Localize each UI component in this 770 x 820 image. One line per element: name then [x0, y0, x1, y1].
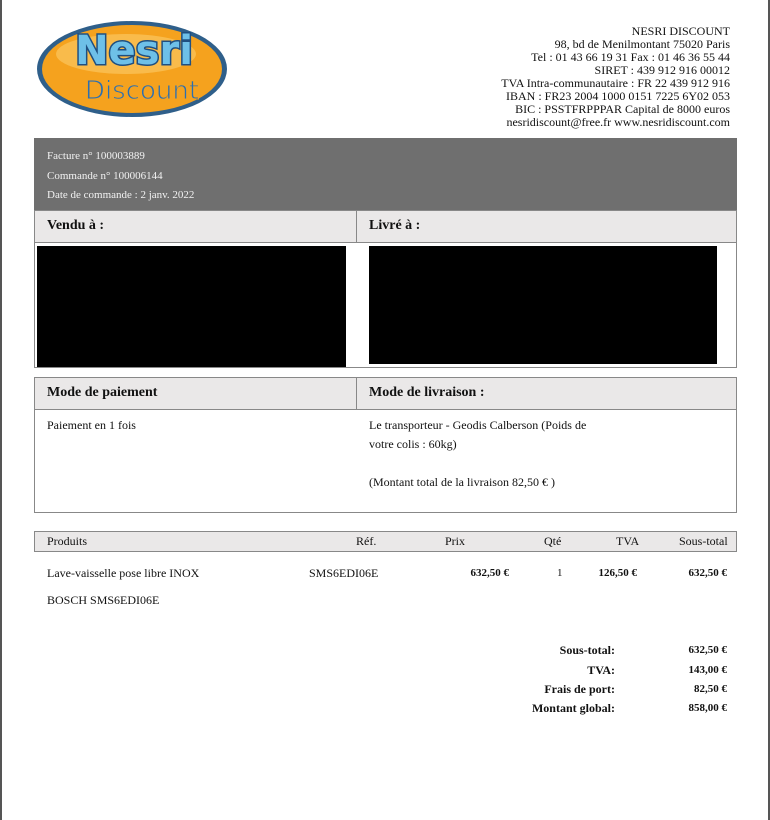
subtotal-label: Sous-total:	[559, 643, 615, 657]
col-sous-total: Sous-total	[679, 534, 728, 548]
product-tva: 126,50 €	[598, 567, 637, 579]
shipping-total: (Montant total de la livraison 82,50 € )	[369, 475, 555, 489]
col-produits: Produits	[47, 534, 88, 548]
address-box-header	[35, 211, 736, 243]
invoice-header-band	[34, 138, 737, 210]
address-box	[34, 210, 737, 368]
company-bic: BIC : PSSTFRPPPAR Capital de 8000 euros	[515, 102, 730, 116]
sold-to-label: Vendu à :	[35, 211, 357, 242]
company-tva: TVA Intra-communautaire : FR 22 439 912 916	[501, 76, 730, 90]
page-border-left	[0, 0, 2, 820]
order-number: Commande n° 100006144	[47, 169, 163, 182]
col-ref: Réf.	[356, 534, 377, 548]
invoice-number: Facture n° 100003889	[47, 150, 145, 162]
company-iban: IBAN : FR23 2004 1000 0151 7225 6Y02 053	[505, 89, 730, 103]
col-qte: Qté	[544, 534, 562, 548]
grand-total-value: 858,00 €	[688, 702, 727, 714]
company-address: 98, bd de Menilmontant 75020 Paris	[554, 37, 730, 51]
shipping-fee-label: Frais de port:	[544, 682, 615, 696]
payment-mode-cell	[35, 410, 357, 498]
company-phone: Tel : 01 43 66 19 31 Fax : 01 46 36 55 44	[531, 50, 730, 64]
subtotal-value: 632,50 €	[688, 644, 727, 656]
order-date: Date de commande : 2 janv. 2022	[47, 189, 195, 201]
nesri-discount-logo	[34, 14, 230, 120]
payment-box-header	[35, 378, 736, 410]
col-tva: TVA	[616, 534, 640, 548]
col-prix: Prix	[445, 534, 466, 548]
shipping-mode-label: Mode de livraison :	[369, 385, 485, 400]
payment-shipping-box	[34, 377, 737, 513]
ship-to-redacted	[369, 246, 717, 364]
ship-to-label: Livré à :	[369, 218, 421, 233]
products-table-header	[34, 531, 737, 552]
product-prix: 632,50 €	[470, 567, 509, 579]
grand-total-label: Montant global:	[531, 701, 615, 715]
company-contact: nesridiscount@free.fr www.nesridiscount.com	[506, 115, 730, 129]
logo-text-discount: Discount	[84, 76, 200, 106]
shipping-line-1: Le transporteur - Geodis Calberson (Poids de	[369, 418, 587, 432]
product-name-line-1: Lave-vaisselle pose libre INOX	[47, 566, 200, 580]
shipping-mode-cell	[357, 410, 598, 498]
payment-box-body	[35, 410, 736, 498]
shipping-line-2: votre colis : 60kg)	[369, 437, 457, 451]
payment-mode-label: Mode de paiement	[35, 378, 357, 409]
product-ref: SMS6EDI06E	[309, 566, 379, 580]
company-info	[501, 25, 730, 129]
payment-mode-value: Paiement en 1 fois	[47, 418, 136, 432]
shipping-fee-value: 82,50 €	[694, 683, 727, 695]
company-siret: SIRET : 439 912 916 00012	[594, 63, 730, 77]
tva-total-label: TVA:	[587, 663, 615, 677]
tva-total-value: 143,00 €	[688, 664, 727, 676]
company-name: NESRI DISCOUNT	[631, 24, 730, 38]
product-sous-total: 632,50 €	[688, 567, 727, 579]
product-name-line-2: BOSCH SMS6EDI06E	[47, 593, 160, 607]
product-qte: 1	[557, 567, 563, 579]
sold-to-redacted	[37, 246, 346, 367]
logo-text-nesri: Nesri	[75, 28, 193, 74]
